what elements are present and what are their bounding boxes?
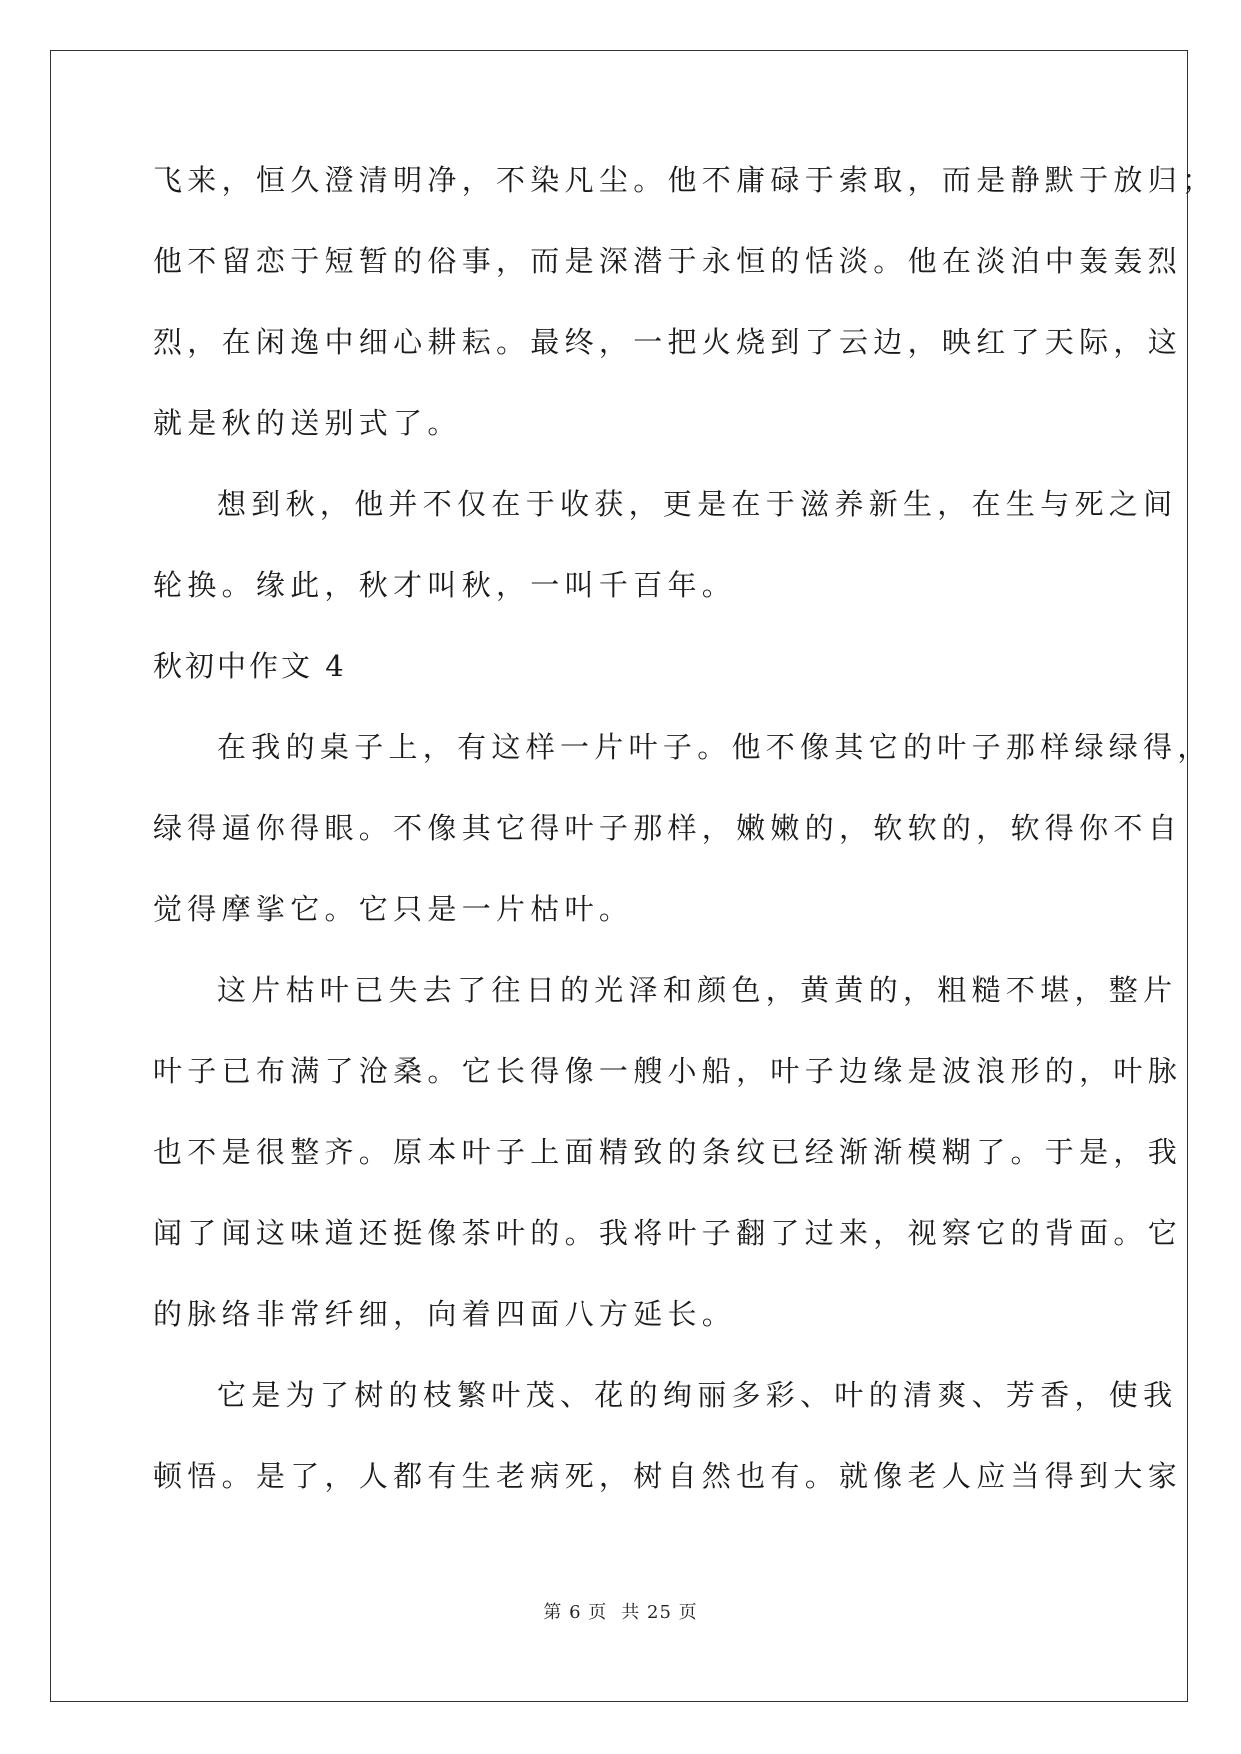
text-line: 的脉络非常纤细，向着四面八方延长。 bbox=[153, 1297, 737, 1331]
page-total: 共 25 页 bbox=[621, 1602, 698, 1623]
text-line: 顿悟。是了，人都有生老病死，树自然也有。就像老人应当得到大家 bbox=[153, 1459, 1183, 1493]
text-line: 他不留恋于短暂的俗事，而是深潜于永恒的恬淡。他在淡泊中轰轰烈 bbox=[153, 244, 1183, 278]
text-line: 就是秋的送别式了。 bbox=[153, 406, 462, 440]
text-line: 闻了闻这味道还挺像茶叶的。我将叶子翻了过来，视察它的背面。它 bbox=[153, 1216, 1183, 1250]
text-line: 觉得摩挲它。它只是一片枯叶。 bbox=[153, 892, 634, 926]
text-line: 绿得逼你得眼。不像其它得叶子那样，嫩嫩的，软软的，软得你不自 bbox=[153, 811, 1183, 845]
text-line: 也不是很整齐。原本叶子上面精致的条纹已经渐渐模糊了。于是，我 bbox=[153, 1135, 1183, 1169]
page-footer bbox=[0, 1598, 1241, 1624]
paragraph-first-line: 在我的桌子上，有这样一片叶子。他不像其它的叶子那样绿绿得， bbox=[217, 730, 1212, 764]
section-title: 秋初中作文 4 bbox=[153, 649, 347, 683]
text-line: 飞来，恒久澄清明净，不染凡尘。他不庸碌于索取，而是静默于放归； bbox=[153, 163, 1217, 197]
text-line: 轮换。缘此，秋才叫秋，一叫千百年。 bbox=[153, 568, 737, 602]
paragraph-first-line: 它是为了树的枝繁叶茂、花的绚丽多彩、叶的清爽、芳香，使我 bbox=[217, 1378, 1178, 1412]
text-line: 叶子已布满了沧桑。它长得像一艘小船，叶子边缘是波浪形的，叶脉 bbox=[153, 1054, 1183, 1088]
page-number: 第 6 页 bbox=[543, 1602, 608, 1623]
paragraph-first-line: 想到秋，他并不仅在于收获，更是在于滋养新生，在生与死之间 bbox=[217, 487, 1178, 521]
text-line: 烈，在闲逸中细心耕耘。最终，一把火烧到了云边，映红了天际，这 bbox=[153, 325, 1183, 359]
paragraph-first-line: 这片枯叶已失去了往日的光泽和颜色，黄黄的，粗糙不堪，整片 bbox=[217, 973, 1178, 1007]
document-body bbox=[153, 162, 1217, 1539]
